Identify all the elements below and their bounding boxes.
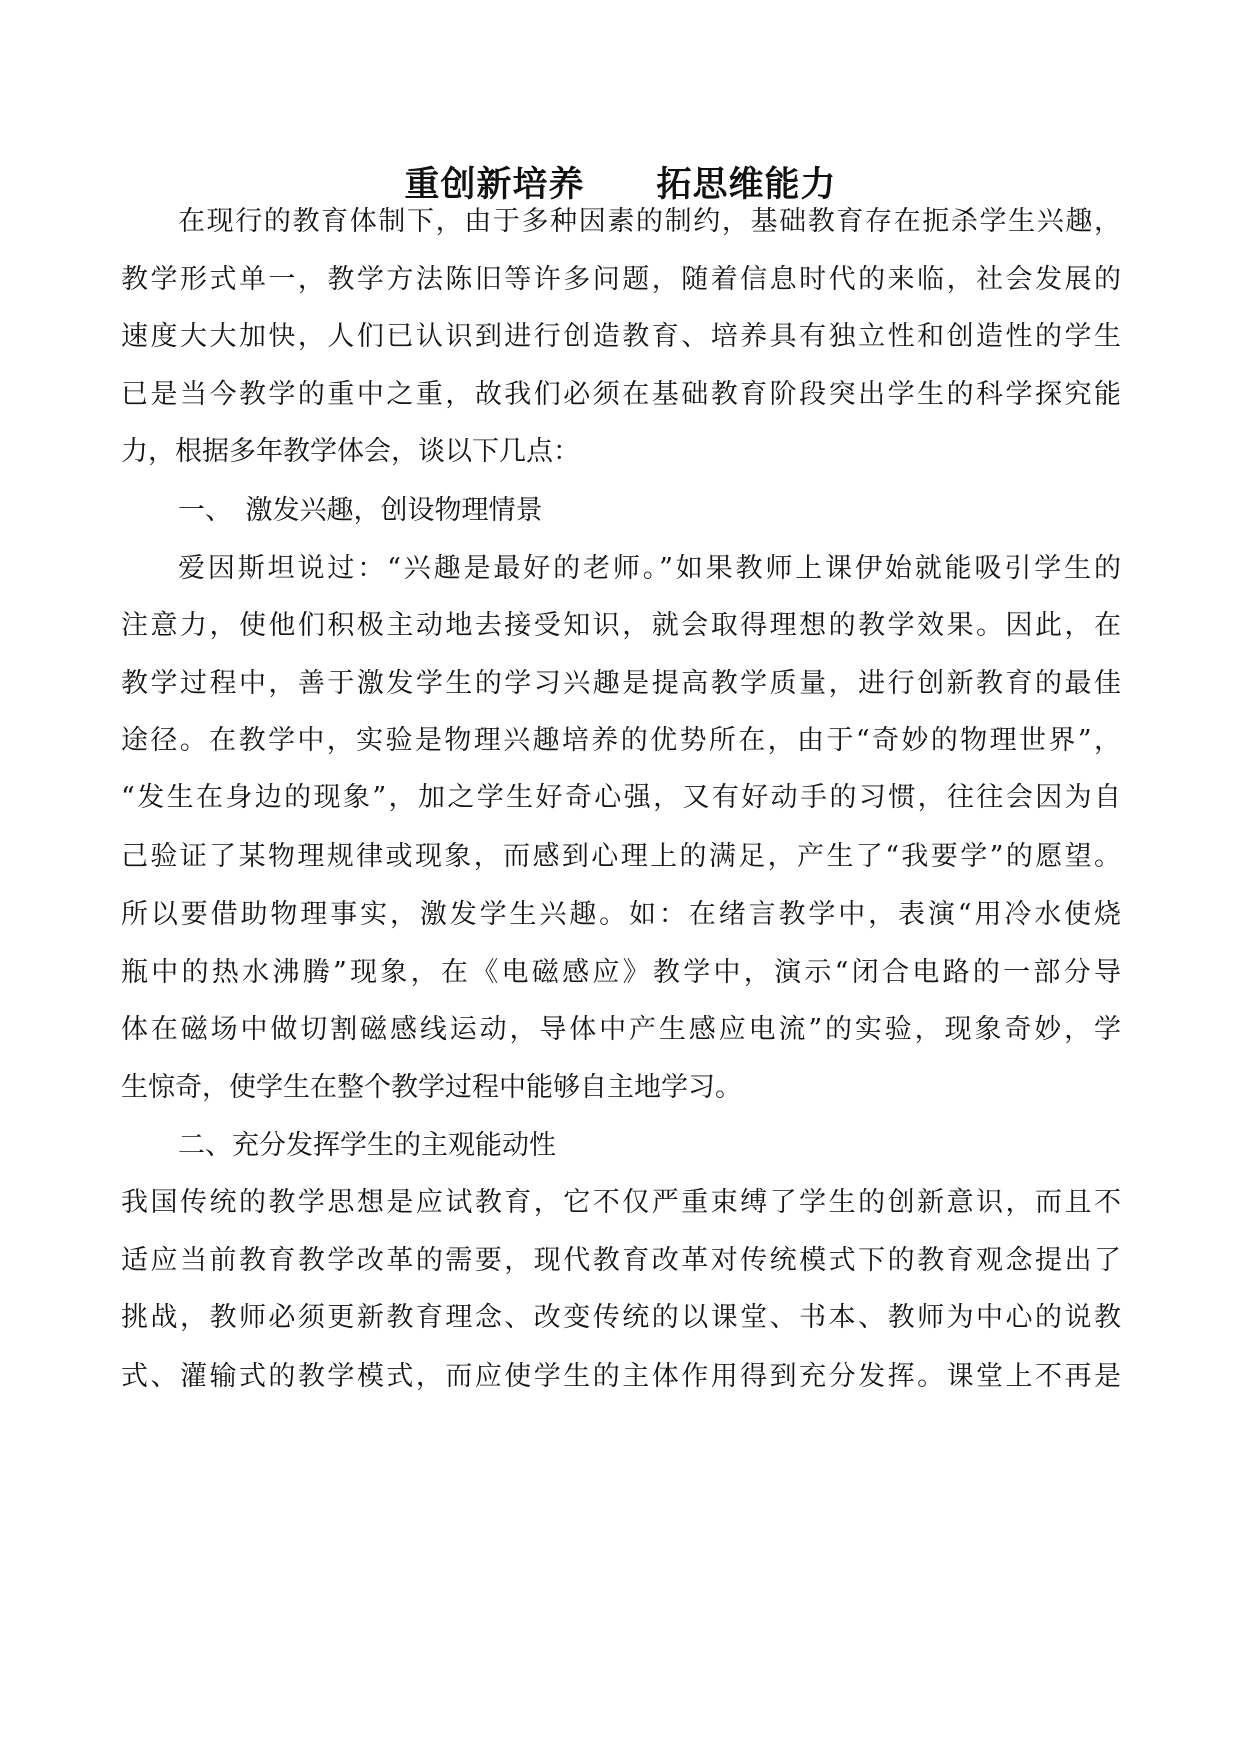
paragraph-line: 已是当今教学的重中之重，故我们必须在基础教育阶段突出学生的科学探究能 [121, 379, 1121, 410]
paragraph-line: 式、灌输式的教学模式，而应使学生的主体作用得到充分发挥。课堂上不再是 [121, 1361, 1121, 1392]
paragraph-line: 体在磁场中做切割磁感线运动，导体中产生感应电流”的实验，现象奇妙，学 [121, 1014, 1121, 1045]
paragraph-line: 瓶中的热水沸腾”现象，在《电磁感应》教学中，演示“闭合电路的一部分导 [121, 957, 1121, 988]
paragraph-line: 速度大大加快，人们已认识到进行创造教育、培养具有独立性和创造性的学生 [121, 321, 1121, 352]
paragraph-line: 在现行的教育体制下，由于多种因素的制约，基础教育存在扼杀学生兴趣， [178, 206, 1121, 237]
paragraph-line: 己验证了某物理规律或现象，而感到心理上的满足，产生了“我要学”的愿望。 [121, 841, 1121, 872]
paragraph-line: 我国传统的教学思想是应试教育，它不仅严重束缚了学生的创新意识，而且不 [121, 1187, 1121, 1218]
paragraph-line: 注意力，使他们积极主动地去接受知识，就会取得理想的教学效果。因此，在 [121, 610, 1121, 641]
paragraph-line: 适应当前教育教学改革的需要，现代教育改革对传统模式下的教育观念提出了 [121, 1245, 1121, 1276]
section-heading-1: 一、 激发兴趣，创设物理情景 [178, 495, 543, 526]
paragraph-line: 所以要借助物理事实，激发学生兴趣。如：在绪言教学中，表演“用冷水使烧 [121, 899, 1121, 930]
paragraph-line: 力，根据多年教学体会，谈以下几点： [121, 436, 580, 467]
section-heading-2: 二、充分发挥学生的主观能动性 [178, 1130, 556, 1161]
paragraph-line: 生惊奇，使学生在整个教学过程中能够自主地学习。 [121, 1072, 742, 1103]
paragraph-line: 途径。在教学中，实验是物理兴趣培养的优势所在，由于“奇妙的物理世界”， [121, 725, 1121, 756]
paragraph-line: 教学过程中，善于激发学生的学习兴趣是提高教学质量，进行创新教育的最佳 [121, 668, 1121, 699]
paragraph-line: 爱因斯坦说过：“兴趣是最好的老师。”如果教师上课伊始就能吸引学生的 [178, 553, 1121, 584]
paragraph-line: 挑战，教师必须更新教育理念、改变传统的以课堂、书本、教师为中心的说教 [121, 1302, 1121, 1333]
paragraph-line: “发生在身边的现象”，加之学生好奇心强，又有好动手的习惯，往往会因为自 [121, 782, 1121, 813]
document-title: 重创新培养 拓思维能力 [404, 164, 837, 205]
paragraph-line: 教学形式单一，教学方法陈旧等许多问题，随着信息时代的来临，社会发展的 [121, 264, 1121, 295]
